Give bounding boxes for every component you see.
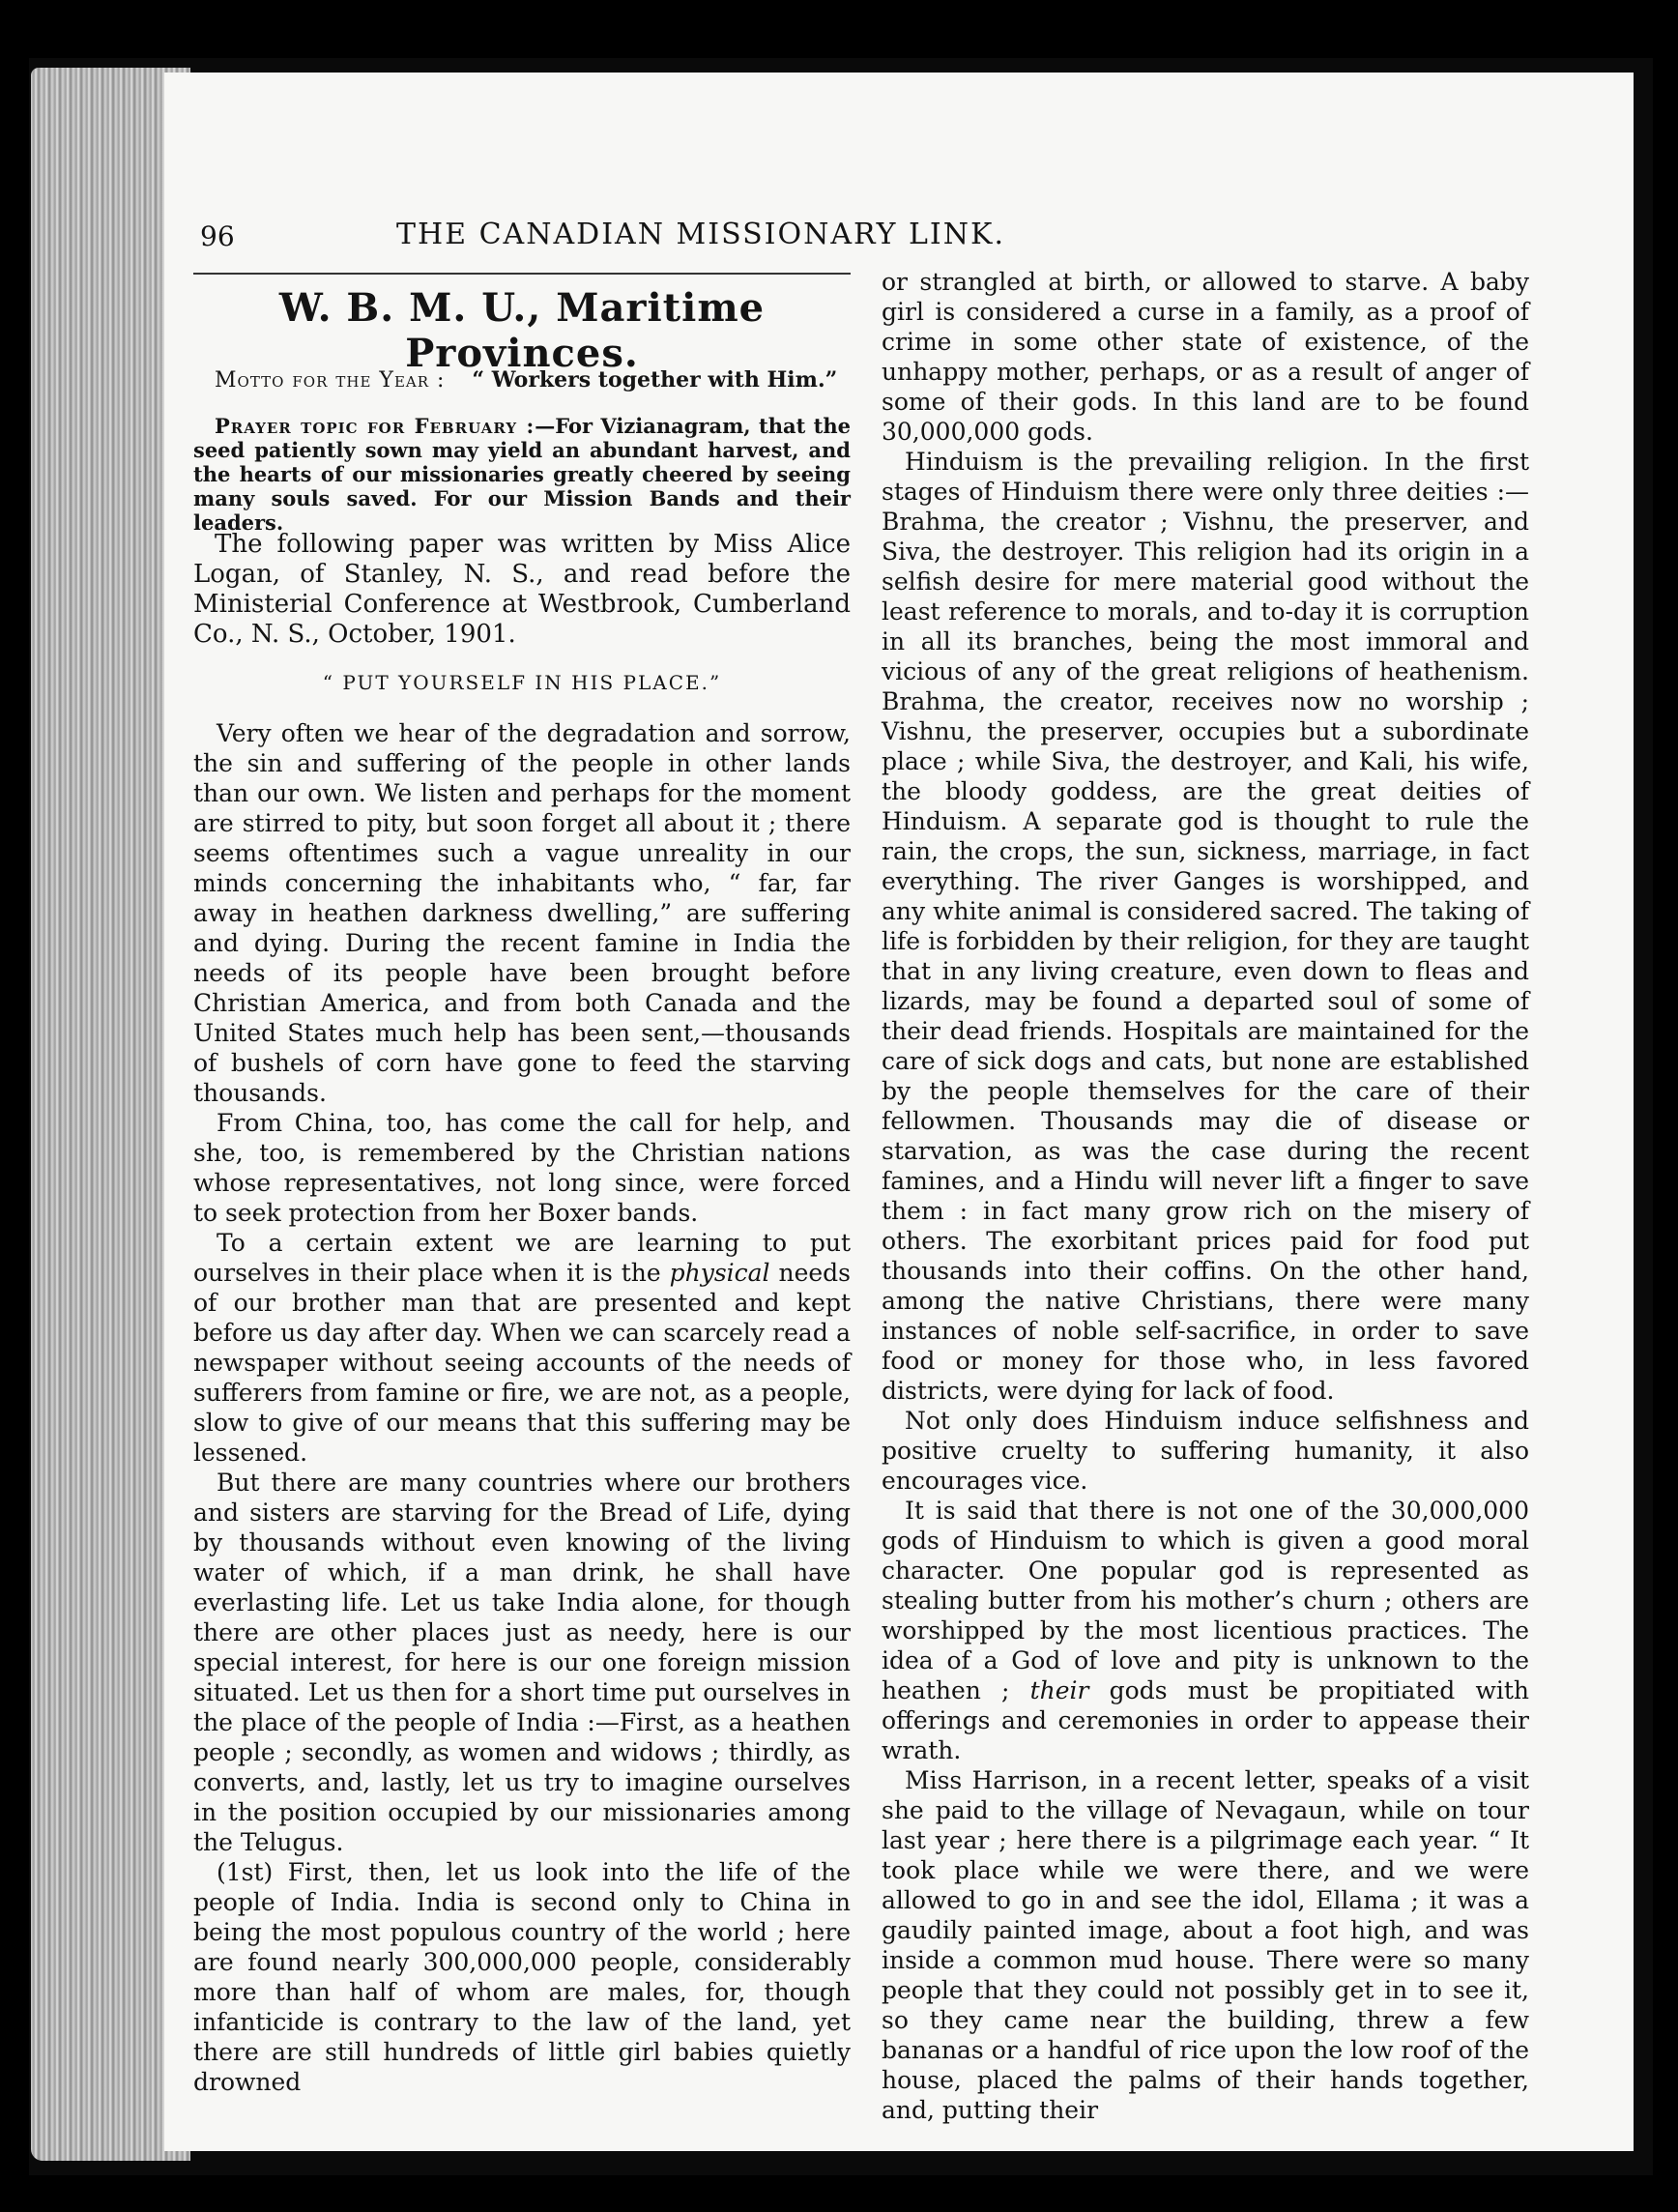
paragraph: From China, too, has come the call for help, and she, too, is remembered by the Christian nations whose representatives, not long since, were forced to seek protection from her Boxer bands. [193,1109,851,1227]
prayer-topic [193,414,851,535]
paragraph [193,1228,851,1468]
section-title: W. B. M. U., Maritime Provinces. [278,285,766,376]
paper-title: “ PUT YOURSELF IN HIS PLACE.” [322,671,722,694]
page-number: 96 [200,220,235,252]
right-column [882,267,1529,2125]
paragraph: (1st) First, then, let us look into the life of the people of India. India is second only to China in being the most populous country of the world ; here are found nearly 300,000,000 people, considerably more than half of whom are males, for, though infanticide is contrary to the law of the land, yet there are still hundreds of little girl babies quietly drowned [193,1858,851,2096]
paragraph: Hinduism is the prevailing religion. In the first stages of Hinduism there were only three deities :—Brahma, the creator ; Vishnu, the preserver, and Siva, the destroyer. This religion had its origin in a selfish desire for mere material good without the least reference to morals, and to-day it is corruption in all its branches, being the most immoral and vicious of any of the great religions of heathenism. Brahma, the creator, receives now no worship ; Vishnu, the preserver, occupies but a subordinate place ; while Siva, the destroyer, and Kali, his wife, the bloody goddess, are the great deities of Hinduism. A separate god is thought to rule the rain, the crops, the sun, sickness, marriage, in fact everything. The river Ganges is worshipped, and any white animal is considered sacred. The taking of life is forbidden by their religion, for they are taught that in any living creature, even down to fleas and lizards, may be found a departed soul of some of their dead friends. Hospitals are maintained for the care of sick dogs and cats, but none are established by the people themselves for the care of their fellowmen. Thousands may die of disease or starvation, as was the case during the recent famines, and a Hindu will never lift a finger to save them : in fact many grow rich on the misery of others. The exorbitant prices paid for food put thousands into their coffins. On the other hand, among the native Christians, there were many instances of noble self-sacrifice, in order to save food or money for those who, in less favored districts, were dying for lack of food. [882,448,1529,1405]
paragraph: or strangled at birth, or allowed to starve. A baby girl is considered a curse in a family, as a proof of crime in some other state of existence, of the unhappy mother, perhaps, or as a result of anger of some of their gods. In this land are to be found 30,000,000 gods. [882,268,1529,446]
paragraph [882,1496,1529,1765]
prayer-text: —For Vizianagram, that the seed patiently sown may yield an abundant harvest, and the hearts of our missionaries greatly cheered by seeing many souls saved. For our Mission Bands and their leaders. [193,414,851,535]
paragraph: Very often we hear of the degradation and sorrow, the sin and suffering of the people in other lands than our own. We listen and perhaps for the moment are stirred to pity, but soon forget all about it ; there seems oftentimes such a vague unreality in our minds concerning the inhabitants who, “ far, far away in heathen darkness dwelling,” are suffering and dying. During the recent famine in India the needs of its people have been brought before Christian America, and from both Canada and the United States much help has been sent,—thousands of bushels of corn have gone to feed the starving thousands. [193,719,851,1107]
text-run: needs of our brother man that are presented and kept before us day after day. When we can scarcely read a newspaper without seeing accounts of the needs of sufferers from famine or fire, we are not, as a people, slow to give of our means that this suffering may be lessened. [193,1259,851,1467]
paragraph: Not only does Hinduism induce selfishness and positive cruelty to suffering humanity, it also encourages vice. [882,1407,1529,1495]
running-header: THE CANADIAN MISSIONARY LINK. [396,218,1005,251]
motto-text: “ Workers together with Him.” [472,367,838,393]
paragraph: Miss Harrison, in a recent letter, speaks of a visit she paid to the village of Nevagaun, while on tour last year ; here there is a pilgrimage each year. “ It took place while we were there, and we were allowed to go in and see the idol, Ellama ; it was a gaudily painted image, about a foot high, and was inside a common mud house. There were so many people that they could not possibly get in to see it, so they came near the building, threw a few bananas or a handful of rice upon the low roof of the house, placed the palms of their hands together, and, putting their [882,1766,1529,2124]
header-rule [193,273,851,275]
prayer-label: Prayer topic for February : [215,414,535,438]
text-run: It is said that there is not one of the 30,000,000 gods of Hinduism to which is given a good moral character. One popular god is represented as stealing butter from his mother’s churn ; others are worshipped by the most licentious practices. The idea of a God of love and pity is unknown to the heathen ; [882,1497,1529,1704]
left-column [193,718,851,2097]
intro-paragraph: The following paper was written by Miss Alice Logan, of Stanley, N. S., and read before the Ministerial Conference at Westbrook, Cumberland Co., N. S., October, 1901. [193,530,851,649]
text-run: gods must be propitiated with offerings and ceremonies in order to appease their wrath. [882,1676,1529,1764]
emphasis: their [1029,1676,1089,1704]
paragraph: But there are many countries where our brothers and sisters are starving for the Bread of Life, dying by thousands without even knowing of the living water of which, if a man drink, he shall have everlasting life. Let us take India alone, for though there are other places just as needy, here is our special interest, for here is our one foreign mission situated. Let us then for a short time put ourselves in the place of the people of India :—First, as a heathen people ; secondly, as women and widows ; thirdly, as converts, and, lastly, let us try to imagine ourselves in the position occupied by our missionaries among the Telugus. [193,1469,851,1856]
text-run: To a certain extent we are learning to put ourselves in their place when it is the [193,1229,851,1287]
motto-label: Motto for the Year : [215,368,446,393]
emphasis: physical [669,1259,770,1287]
motto [215,367,837,393]
